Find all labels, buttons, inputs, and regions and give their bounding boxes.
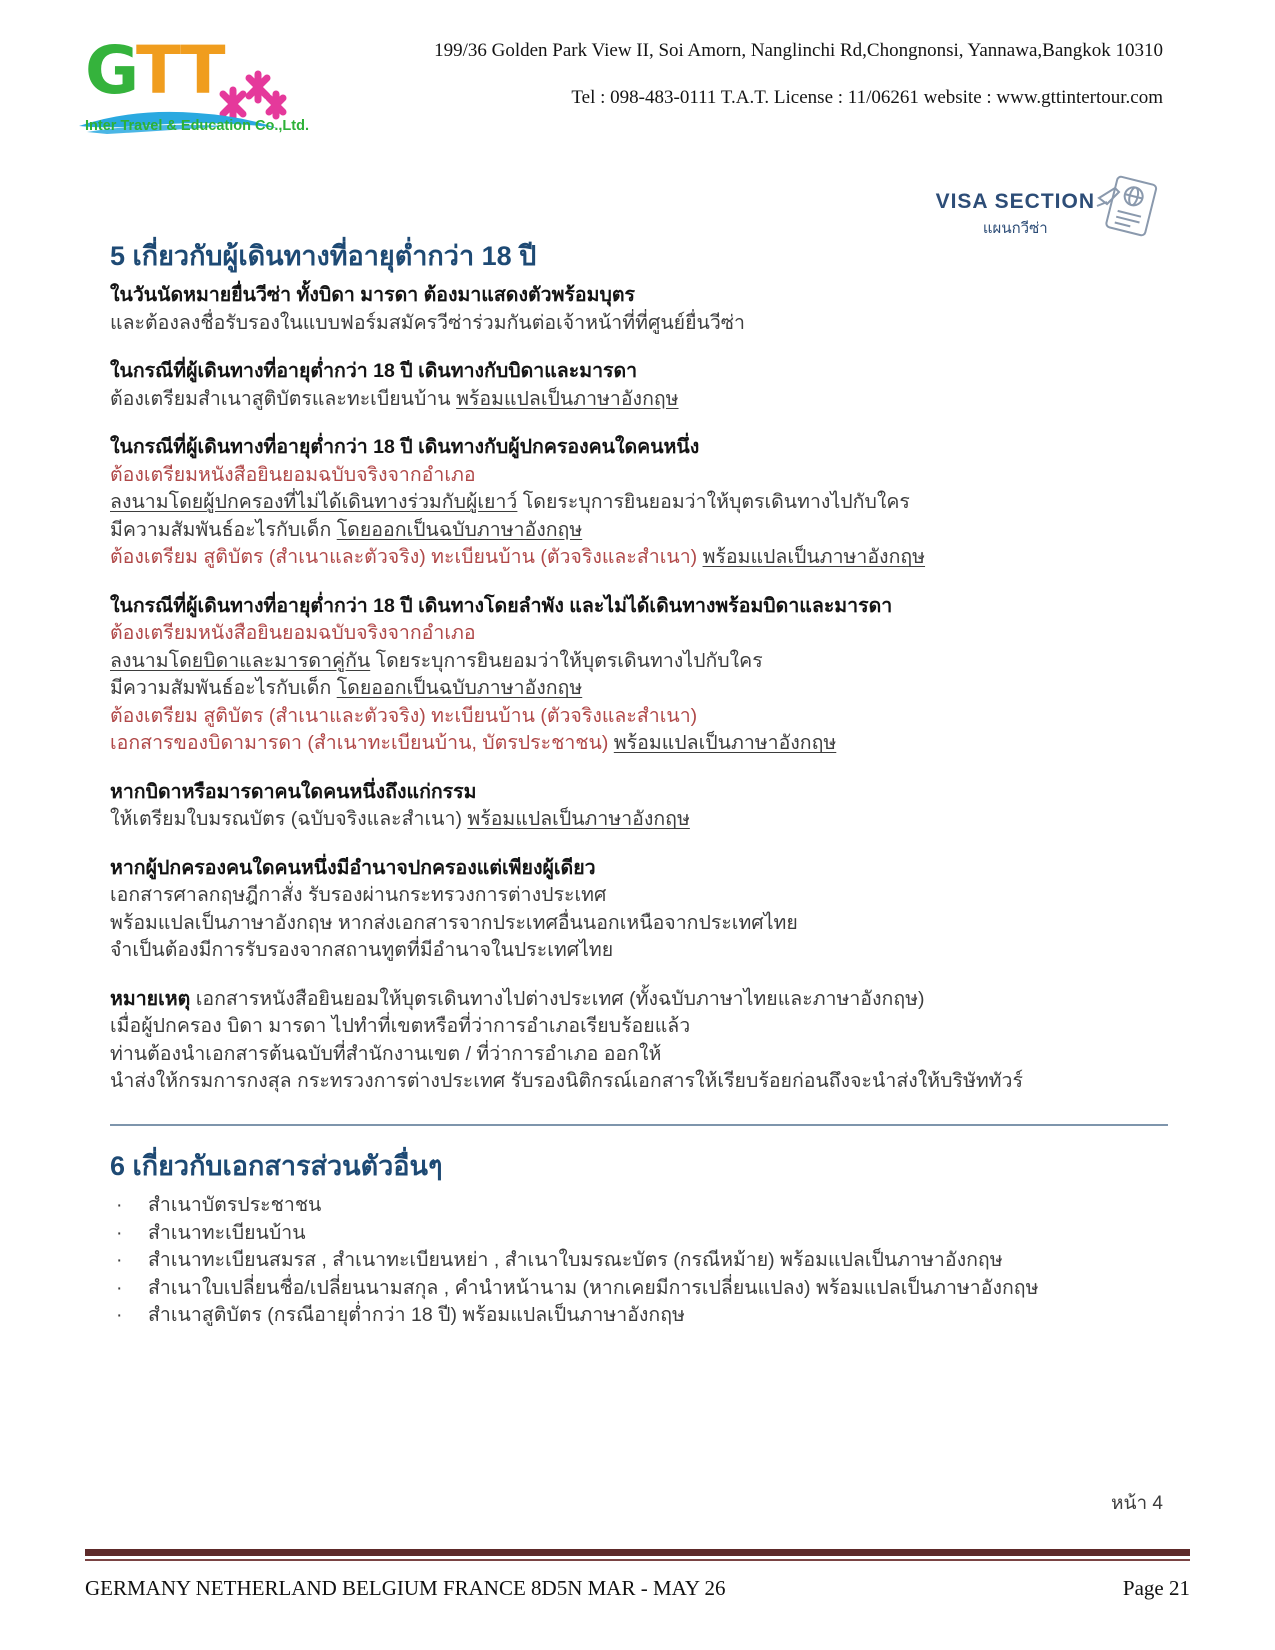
underlined-run: พร้อมแปลเป็นภาษาอังกฤษ (613, 732, 837, 755)
text-run: มีความสัมพันธ์อะไรกับเด็ก (110, 677, 337, 700)
visa-section-banner (936, 190, 1095, 240)
underlined-run: ลงนามโดยผู้ปกครองที่ไม่ได้เดินทางร่วมกับผู้เยาว์ (110, 491, 518, 514)
list-item-text: สำเนาสูติบัตร (กรณีอายุต่ำกว่า 18 ปี) พร้อมแปลเป็นภาษาอังกฤษ (148, 1304, 685, 1327)
company-contact: Tel : 098-483-0111 T.A.T. License : 11/06261 website : www.gttintertour.com (571, 87, 1163, 108)
para-note2: เมื่อผู้ปกครอง บิดา มารดา ไปทำที่เขตหรือที่ว่าการอำเภอเรียบร้อยแล้ว (110, 1015, 691, 1038)
section-divider (110, 1124, 1168, 1126)
underlined-run: พร้อมแปลเป็นภาษาอังกฤษ (702, 546, 926, 569)
para-note4: นำส่งให้กรมการกงสุล กระทรวงการต่างประเทศ รับรองนิติกรณ์เอกสารให้เรียบร้อยก่อนถึงจะนำส่งให้บริษัททัวร์ (110, 1070, 1023, 1093)
list-item-text: สำเนาทะเบียนบ้าน (148, 1221, 306, 1244)
para-prepare-docs (110, 544, 1168, 572)
footer-rule-thin (85, 1559, 1190, 1561)
logo-letters-tt: TT (136, 32, 224, 109)
underlined-run: พร้อมแปลเป็นภาษาอังกฤษ (467, 808, 690, 831)
para-note3: ท่านต้องนำเอกสารต้นฉบับที่สำนักงานเขต / ที่ว่าการอำเภอ ออกให้ (110, 1042, 662, 1065)
para-with-parents-head: ในกรณีที่ผู้เดินทางที่อายุต่ำกว่า 18 ปี เดินทางกับบิดาและมารดา (110, 360, 638, 383)
visa-section-subtitle: แผนกวีซ่า (982, 220, 1048, 237)
thai-page-number: หน้า 4 (1110, 1493, 1163, 1514)
para-signed-by-guardian (110, 489, 1168, 517)
company-logo (85, 32, 309, 134)
para-note1 (110, 986, 1168, 1014)
list-item-text: สำเนาใบเปลี่ยนชื่อ/เปลี่ยนนามสกุล , คำนำหน้านาม (หากเคยมีการเปลี่ยนแปลง) พร้อมแปลเป็นภาษาอังกฤษ (148, 1276, 1039, 1299)
bullet-icon: · (116, 1276, 123, 1299)
footer-page-number: Page 21 (1122, 1576, 1190, 1600)
bullet-icon: · (116, 1194, 123, 1217)
para-court-doc2: พร้อมแปลเป็นภาษาอังกฤษ หากส่งเอกสารจากประเทศอื่นนอกเหนือจากประเทศไทย (110, 911, 798, 934)
para-appointment-body: และต้องลงชื่อรับรองในแบบฟอร์มสมัครวีซ่าร่วมกันต่อเจ้าหน้าที่ที่ศูนย์ยื่นวีซ่า (110, 311, 745, 334)
text-run: ให้เตรียมใบมรณบัตร (ฉบับจริงและสำเนา) (110, 808, 468, 831)
para-alone-head: ในกรณีที่ผู้เดินทางที่อายุต่ำกว่า 18 ปี เดินทางโดยลำพัง และไม่ได้เดินทางพร้อมบิดาและมารดา (110, 594, 893, 617)
para-signed-by-both (110, 648, 1168, 676)
red-run: ต้องเตรียม สูติบัตร (สำเนาและตัวจริง) ทะเบียนบ้าน (ตัวจริงและสำเนา) (110, 546, 703, 569)
text-run: โดยระบุการยินยอมว่าให้บุตรเดินทางไปกับใคร (517, 491, 910, 514)
para-prepare-docs2: ต้องเตรียม สูติบัตร (สำเนาและตัวจริง) ทะเบียนบ้าน (ตัวจริงและสำเนา) (110, 704, 698, 727)
footer-trip-title: GERMANY NETHERLAND BELGIUM FRANCE 8D5N MAR - MAY 26 (85, 1576, 726, 1600)
para-appointment-head: ในวันนัดหมายยื่นวีซ่า ทั้งบิดา มารดา ต้องมาแสดงตัวพร้อมบุตร (110, 284, 635, 307)
list-item-text: สำเนาทะเบียนสมรส , สำเนาทะเบียนหย่า , สำเนาใบมรณะบัตร (กรณีหม้าย) พร้อมแปลเป็นภาษาอังกฤษ (148, 1249, 1003, 1272)
para-consent-letter-red2: ต้องเตรียมหนังสือยินยอมฉบับจริงจากอำเภอ (110, 622, 476, 645)
underlined-run: ลงนามโดยบิดาและมารดาคู่กัน (110, 649, 371, 672)
note-label: หมายเหตุ (110, 987, 191, 1010)
para-court-doc: เอกสารศาลกฤษฎีกาสั่ง รับรองผ่านกระทรวงการต่างประเทศ (110, 884, 607, 907)
document-body (110, 240, 1168, 1330)
list-item (110, 1220, 1168, 1248)
section5-heading: 5 เกี่ยวกับผู้เดินทางที่อายุต่ำกว่า 18 ปี (110, 241, 537, 271)
text-run: มีความสัมพันธ์อะไรกับเด็ก (110, 518, 337, 541)
para-court-doc3: จำเป็นต้องมีการรับรองจากสถานทูตที่มีอำนาจในประเทศไทย (110, 939, 614, 962)
text-run: เอกสารหนังสือยินยอมให้บุตรเดินทางไปต่างประเทศ (ทั้งฉบับภาษาไทยและภาษาอังกฤษ) (190, 987, 925, 1010)
bullet-icon: · (116, 1249, 123, 1272)
bullet-icon: · (116, 1221, 123, 1244)
list-item-text: สำเนาบัตรประชาชน (148, 1194, 322, 1217)
footer-rule (85, 1549, 1190, 1561)
para-sole-custody-head: หากผู้ปกครองคนใดคนหนึ่งมีอำนาจปกครองแต่เพียงผู้เดียว (110, 856, 596, 879)
footer (85, 1576, 1190, 1601)
para-one-guardian-head: ในกรณีที่ผู้เดินทางที่อายุต่ำกว่า 18 ปี เดินทางกับผู้ปกครองคนใดคนหนึ่ง (110, 436, 700, 459)
text-run: ต้องเตรียมสำเนาสูติบัตรและทะเบียนบ้าน (110, 387, 457, 410)
letterhead (300, 40, 1163, 109)
text-run: โดยระบุการยินยอมว่าให้บุตรเดินทางไปกับใคร (370, 649, 763, 672)
para-relationship (110, 517, 1168, 545)
visa-section-title: VISA SECTION (935, 190, 1095, 213)
logo-subtitle: Inter Travel & Education Co.,Ltd. (85, 118, 309, 134)
logo-letter-g: G (85, 32, 137, 109)
list-item (110, 1302, 1168, 1330)
list-item (110, 1192, 1168, 1220)
underlined-run: โดยออกเป็นฉบับภาษาอังกฤษ (336, 518, 583, 541)
list-item (110, 1247, 1168, 1275)
para-parent-docs (110, 730, 1168, 758)
personal-docs-list (110, 1192, 1168, 1330)
section6-heading: 6 เกี่ยวกับเอกสารส่วนตัวอื่นๆ (110, 1150, 443, 1181)
passport-icon (1095, 172, 1167, 242)
bullet-icon: · (116, 1304, 123, 1327)
para-relationship2 (110, 675, 1168, 703)
para-deceased-head: หากบิดาหรือมารดาคนใดคนหนึ่งถึงแก่กรรม (110, 780, 477, 803)
underlined-run: พร้อมแปลเป็นภาษาอังกฤษ (456, 387, 679, 410)
para-consent-letter-red: ต้องเตรียมหนังสือยินยอมฉบับจริงจากอำเภอ (110, 463, 476, 486)
para-deceased-body (110, 806, 1168, 834)
underlined-run: โดยออกเป็นฉบับภาษาอังกฤษ (336, 677, 583, 700)
company-address: 199/36 Golden Park View II, Soi Amorn, Nanglinchi Rd,Chongnonsi, Yannawa,Bangkok 10310 (434, 40, 1163, 61)
para-with-parents-body (110, 386, 1168, 414)
list-item (110, 1275, 1168, 1303)
footer-rule-thick (85, 1549, 1190, 1556)
red-run: เอกสารของบิดามารดา (สำเนาทะเบียนบ้าน, บัตรประชาชน) (110, 732, 614, 755)
